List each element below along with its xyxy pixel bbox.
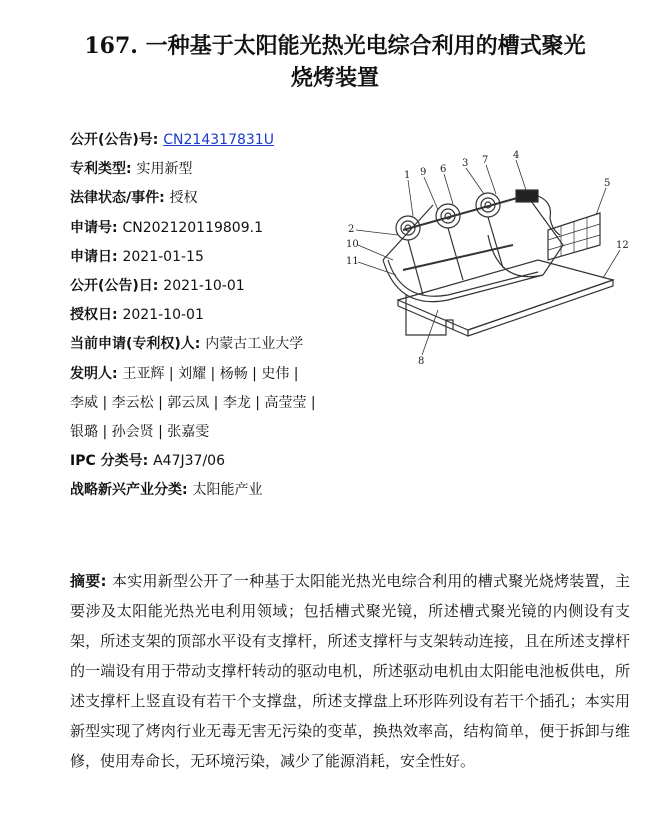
type-row: 专利类型: 实用新型 xyxy=(70,161,193,178)
ipc-row: IPC 分类号: A47J37/06 xyxy=(70,453,225,470)
abstract-label: 摘要 xyxy=(70,572,101,590)
inventor-line-3: 银璐 | 孙会贤 | 张嘉雯 xyxy=(70,423,210,440)
app-date-row: 申请日: 2021-01-15 xyxy=(70,248,204,265)
title-line-1: 167. 一种基于太阳能光热光电综合利用的槽式聚光 xyxy=(84,33,586,59)
patent-drawing xyxy=(338,150,628,365)
applicant-label: 当前申请(专利权)人 xyxy=(70,336,195,353)
label-10: 10 xyxy=(346,239,359,250)
label-5: 5 xyxy=(604,178,611,189)
app-date-label: 申请日 xyxy=(70,248,112,265)
drive-motor xyxy=(516,190,538,202)
industry-row: 战略新兴产业分类: 太阳能产业 xyxy=(70,482,263,499)
pub-date-label: 公开(公告)日 xyxy=(70,277,153,294)
ipc-value: A47J37/06 xyxy=(153,453,225,470)
status-value: 授权 xyxy=(169,190,198,207)
label-6: 6 xyxy=(440,164,447,175)
abstract-text: 本实用新型公开了一种基于太阳能光热光电综合利用的槽式聚光烧烤装置，主要涉及太阳能光热光电利用领域；包括槽式聚光镜，所述槽式聚光镜的内侧设有支架，所述支架的顶部水平设有支撑杆，所述支撑杆与支架转动连接，且在所述支撑杆的一端设有用于带动支撑杆转动的驱动电机，所述驱动电机由太阳能电池板供电，所述支撑杆上竖直设有若干个支撑盘，所述支撑盘上环形阵列设有若干个插孔；本实用新型实现了烤肉行业无毒无害无污染的变革，换热效率高，结构简单，便于拆卸与维修，使用寿命长，无环境污染，减少了能源消耗，安全性好。 xyxy=(70,572,630,770)
grant-date-row: 授权日: 2021-10-01 xyxy=(70,307,204,324)
status-row: 法律状态/事件: 授权 xyxy=(70,190,198,207)
pub-no-label: 公开(公告)号 xyxy=(70,132,153,148)
ipc-label: IPC 分类号 xyxy=(70,453,143,470)
label-11: 11 xyxy=(346,256,359,267)
app-no-value: CN202120119809.1 xyxy=(122,219,263,236)
inventor-label: 发明人 xyxy=(70,365,112,382)
inventor-line-2: 李威 | 李云松 | 郭云凤 | 李龙 | 高莹莹 | xyxy=(70,394,316,411)
status-label: 法律状态/事件 xyxy=(70,190,160,207)
title-line-2: 烧烤装置 xyxy=(290,65,379,91)
grant-date-value: 2021-10-01 xyxy=(122,307,204,324)
pub-date-row: 公开(公告)日: 2021-10-01 xyxy=(70,277,245,294)
label-2: 2 xyxy=(348,224,355,235)
label-3: 3 xyxy=(462,158,469,169)
label-8: 8 xyxy=(418,356,425,365)
pub-date-value: 2021-10-01 xyxy=(163,277,245,294)
label-1: 1 xyxy=(404,170,411,181)
applicant-value: 内蒙古工业大学 xyxy=(205,336,304,353)
patent-drawing-svg xyxy=(338,150,628,365)
type-value: 实用新型 xyxy=(136,161,193,178)
applicant-row: 当前申请(专利权)人: 内蒙古工业大学 xyxy=(70,336,304,353)
support-disk-3 xyxy=(476,193,500,217)
label-9: 9 xyxy=(420,167,427,178)
inventor-line-1: 王亚辉 | 刘耀 | 杨畅 | 史伟 | xyxy=(122,365,299,382)
label-7: 7 xyxy=(482,155,489,166)
label-4: 4 xyxy=(513,150,520,161)
patent-metadata xyxy=(70,126,370,505)
support-rod xyxy=(403,195,528,230)
inventor-row: 发明人: 王亚辉 | 刘耀 | 杨畅 | 史伟 | xyxy=(70,365,299,382)
label-12: 12 xyxy=(616,240,628,251)
abstract: 摘要: 本实用新型公开了一种基于太阳能光热光电综合利用的槽式聚光烧烤装置，主要涉及太阳能光热光电利用领域；包括槽式聚光镜，所述槽式聚光镜的内侧设有支架，所述支架的顶部水平设有支撑杆，所述支撑杆与支架转动连接，且在所述支撑杆的一端设有用于带动支撑杆转动的驱动电机，所述驱动电机由太阳能电池板供电，所述支撑杆上竖直设有若干个支撑盘，所述支撑盘上环形阵列设有若干个插孔；本实用新型实现了烤肉行业无毒无害无污染的变革，换热效率高，结构简单，便于拆卸与维修，使用寿命长，无环境污染，减少了能源消耗，安全性好。 xyxy=(70,572,630,770)
type-label: 专利类型 xyxy=(70,161,126,178)
pub-no-row: 公开(公告)号: CN214317831U xyxy=(70,132,274,148)
app-no-row: 申请号: CN202120119809.1 xyxy=(70,219,263,236)
patent-title xyxy=(40,30,630,94)
pub-no-link[interactable]: CN214317831U xyxy=(163,132,274,148)
app-no-label: 申请号 xyxy=(70,219,112,236)
grant-date-label: 授权日 xyxy=(70,307,112,324)
industry-value: 太阳能产业 xyxy=(192,482,263,499)
app-date-value: 2021-01-15 xyxy=(122,248,204,265)
industry-label: 战略新兴产业分类 xyxy=(70,482,182,499)
